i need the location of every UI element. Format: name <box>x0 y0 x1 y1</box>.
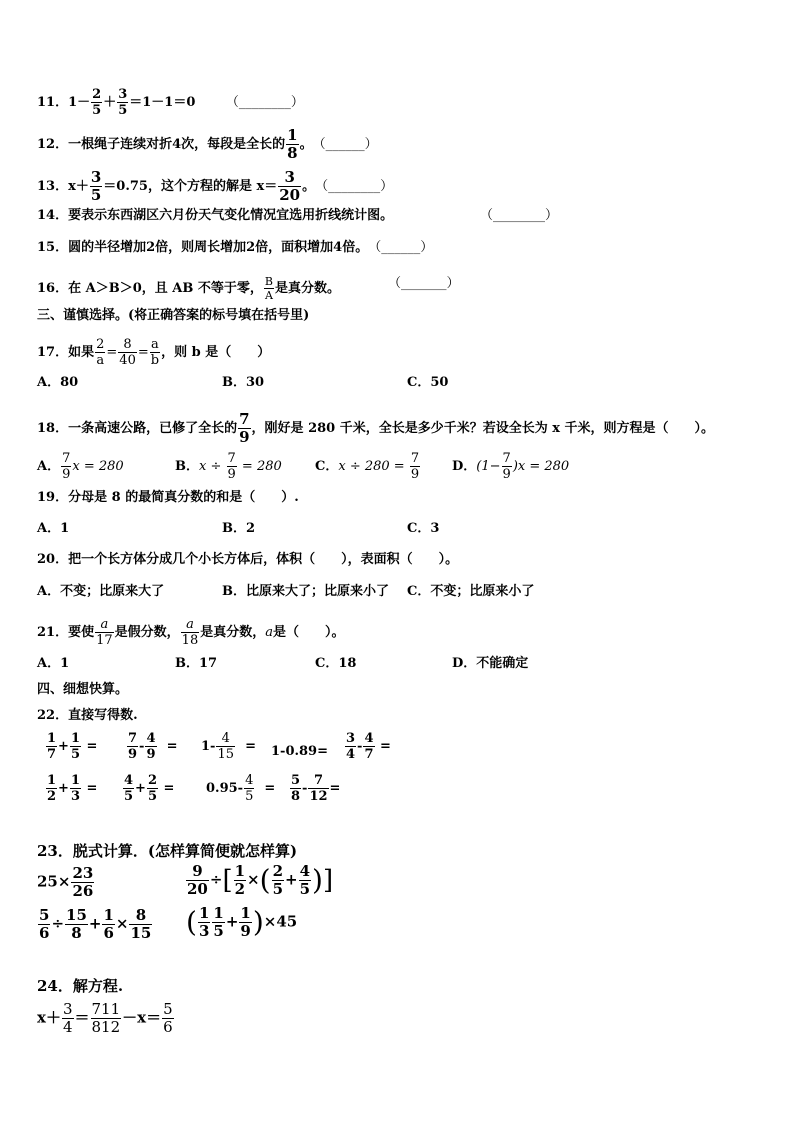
option-b[interactable]: B．17 <box>175 656 218 671</box>
question-18: 18．一条高速公路，已修了全长的 $\frac{7}{9}$ ，刚好是 280 千米，全长是多少千米？若设全长为 x 千米，则方程是（ ）。 <box>37 410 715 446</box>
question-number: 19． <box>37 490 69 505</box>
question-24-title: 24．解方程. <box>37 977 124 995</box>
option-a[interactable]: A．80 <box>37 375 79 390</box>
calc-expression: 25× $\frac{23}{26}$ <box>37 864 94 900</box>
question-17: 17．如果 $\frac{2}{a}$ = $\frac{8}{40}$ = $\frac{a}{b}$ ，则 b 是（ ） <box>37 337 271 368</box>
option-a[interactable]: A． $\frac{7}{9}$ x = 280 <box>37 451 124 482</box>
fraction: $\frac{B}{A}$ <box>264 275 273 302</box>
question-13: 13．x＋ $\frac{3}{5}$ ＝0.75，这个方程的解是 x＝ $\frac{3}{20}$ 。（________） <box>37 168 394 204</box>
question-number: 21． <box>37 625 69 640</box>
calc-item: $\frac{5}{8}$ - $\frac{7}{12}$ = <box>291 773 341 804</box>
answer-blank[interactable]: （______） <box>368 240 434 255</box>
calc-item: $\frac{1}{7}$ + $\frac{1}{5}$ = <box>47 731 98 762</box>
question-number: 13． <box>37 179 69 194</box>
option-a[interactable]: A．不变；比原来大了 <box>37 584 165 599</box>
section-heading: 四、细想快算。 <box>37 682 129 697</box>
question-15: 15．圆的半径增加2倍，则周长增加2倍，面积增加4倍。（______） <box>37 240 434 255</box>
calc-expression: $\frac{9}{20}$ ÷[ $\frac{1}{2}$ ×( $\frac{2}{5}$ + $\frac{4}{5}$ )] <box>187 862 334 898</box>
option-b[interactable]: B．2 <box>222 521 256 536</box>
answer-blank[interactable]: （______） <box>312 137 378 152</box>
calc-item: 0.95- $\frac{4}{5}$ = <box>206 773 276 804</box>
question-number: 14． <box>37 208 69 223</box>
fraction: $\frac{3}{5}$ <box>118 87 128 118</box>
fraction: $\frac{a}{b}$ <box>150 337 160 368</box>
question-22-title: 22．直接写得数. <box>37 708 138 723</box>
question-14: 14．要表示东西湖区六月份天气变化情况宜选用折线统计图。 <box>37 208 394 223</box>
option-b[interactable]: B．x ÷ $\frac{7}{9}$ = 280 <box>175 451 282 482</box>
section-heading: 三、谨慎选择。(将正确答案的标号填在括号里) <box>37 308 310 323</box>
question-23-title: 23．脱式计算．(怎样算简便就怎样算) <box>37 842 298 860</box>
question-number: 17． <box>37 345 69 360</box>
calc-item: $\frac{7}{9}$ - $\frac{4}{9}$ = <box>128 731 178 762</box>
question-number: 16． <box>37 281 69 296</box>
option-d[interactable]: D．不能确定 <box>452 656 529 671</box>
question-20: 20．把一个长方体分成几个小长方体后，体积（ ），表面积（ ）。 <box>37 552 459 567</box>
calc-item: 1- $\frac{4}{15}$ = <box>201 731 256 762</box>
calc-expression: $\frac{5}{6}$ ÷ $\frac{15}{8}$ + $\frac{1}{6}$ × $\frac{8}{15}$ <box>39 906 152 942</box>
option-c[interactable]: C．18 <box>315 656 357 671</box>
calc-item: $\frac{1}{2}$ + $\frac{1}{3}$ = <box>47 773 98 804</box>
question-21: 21．要使 $\frac{a}{17}$ 是假分数， $\frac{a}{18}$ 是真分数，a是（ ）。 <box>37 617 345 648</box>
calc-item: $\frac{4}{5}$ + $\frac{2}{5}$ = <box>124 773 175 804</box>
option-b[interactable]: B．30 <box>222 375 265 390</box>
question-19: 19．分母是 8 的最简真分数的和是（ ）. <box>37 490 299 505</box>
fraction: $\frac{a}{17}$ <box>96 617 113 648</box>
option-b[interactable]: B．比原来大了；比原来小了 <box>222 584 389 599</box>
calc-item: 1-0.89= <box>271 744 328 759</box>
calc-expression: ( $\frac{1}{3}$ $\frac{1}{5}$ + $\frac{1}{9}$ )×45 <box>186 904 298 940</box>
fraction: $\frac{2}{5}$ <box>92 87 102 118</box>
fraction: $\frac{3}{20}$ <box>279 168 301 204</box>
option-c[interactable]: C．50 <box>407 375 449 390</box>
option-c[interactable]: C．3 <box>407 521 440 536</box>
fraction: $\frac{2}{a}$ <box>96 337 105 368</box>
calc-item: $\frac{3}{4}$ - $\frac{4}{7}$ = <box>346 731 391 762</box>
answer-blank[interactable]: （________） <box>315 179 394 194</box>
answer-blank[interactable]: （_______） <box>388 276 460 291</box>
answer-blank[interactable]: （________） <box>225 95 304 110</box>
question-number: 18． <box>37 421 69 436</box>
option-c[interactable]: C．x ÷ 280 = $\frac{7}{9}$ <box>315 451 420 482</box>
option-d[interactable]: D．(1− $\frac{7}{9}$ )x = 280 <box>452 451 570 482</box>
fraction: $\frac{a}{18}$ <box>181 617 199 648</box>
answer-blank[interactable]: （________） <box>480 208 559 223</box>
question-number: 15． <box>37 240 69 255</box>
fraction: $\frac{3}{5}$ <box>90 168 102 204</box>
equation: x＋ $\frac{3}{4}$ ＝ $\frac{711}{812}$ －x＝ $\frac{5}{6}$ <box>37 1000 173 1036</box>
question-16: 16．在 A＞B＞0，且 AB 不等于零， $\frac{B}{A}$ 是真分数。 <box>37 275 340 302</box>
fraction: $\frac{7}{9}$ <box>239 410 250 446</box>
question-number: 11． <box>37 95 69 110</box>
option-c[interactable]: C．不变；比原来小了 <box>407 584 535 599</box>
option-a[interactable]: A．1 <box>37 656 70 671</box>
question-number: 12． <box>37 137 69 152</box>
question-number: 20． <box>37 552 69 567</box>
fraction: $\frac{1}{8}$ <box>287 126 298 162</box>
fraction: $\frac{8}{40}$ <box>119 337 136 368</box>
question-11: 11．1－ $\frac{2}{5}$ ＋ $\frac{3}{5}$ ＝1－1＝0 （________） <box>37 87 304 118</box>
question-12: 12．一根绳子连续对折4次，每段是全长的 $\frac{1}{8}$ 。（______） <box>37 126 378 162</box>
option-a[interactable]: A．1 <box>37 521 70 536</box>
